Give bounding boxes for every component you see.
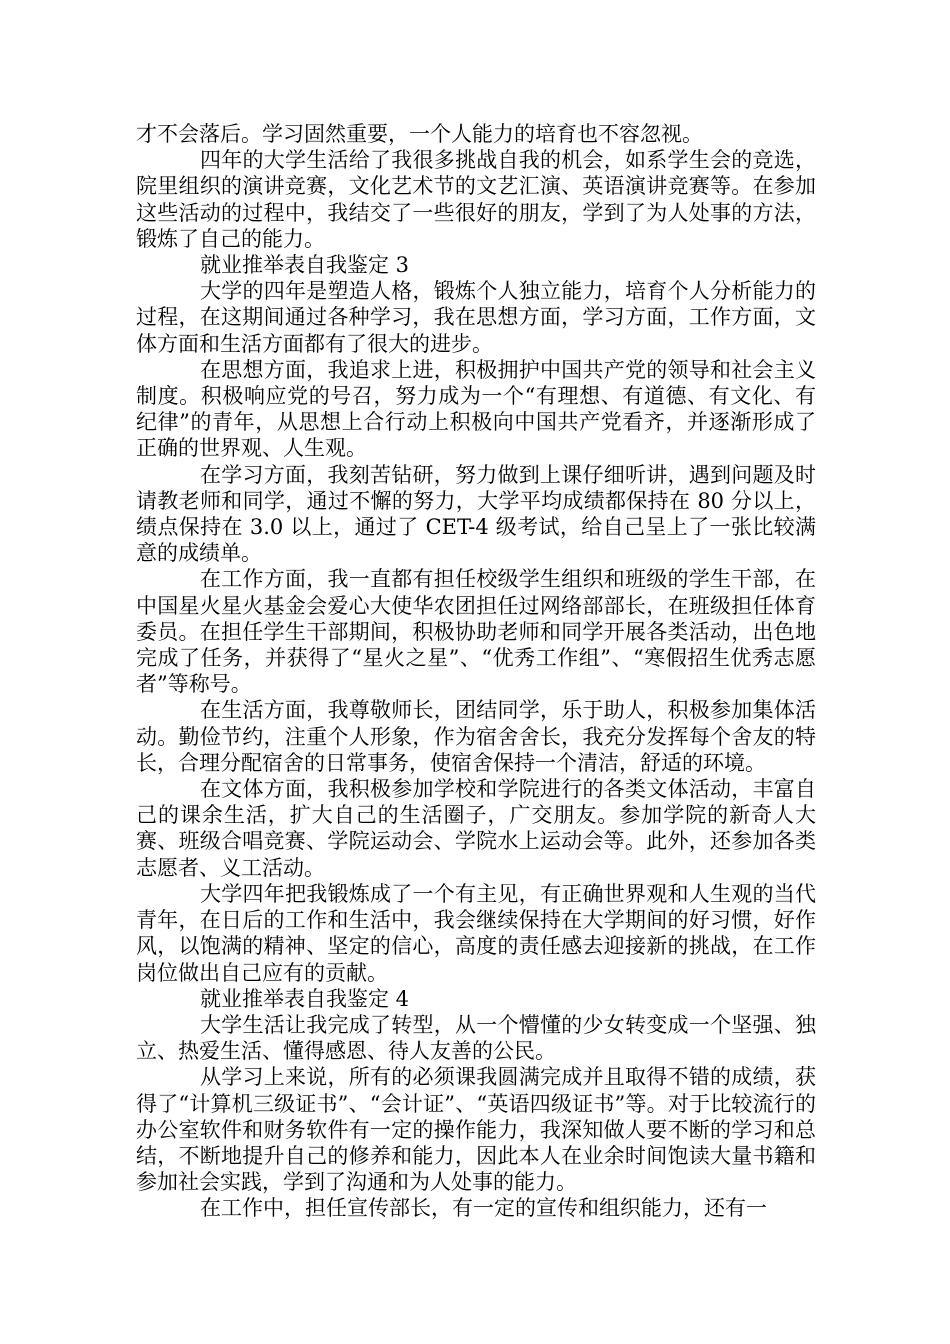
document-page <box>136 121 816 1222</box>
paragraph-11: 从学习上来说，所有的必须课我圆满完成并且取得不错的成绩，获得了“计算机三级证书”、“会计证”、“英语四级证书”等。对于比较流行的办公室软件和财务软件有一定的操作能力，我深知做人要不断的学习和总结，不断地提升自己的修养和能力，因此本人在业余时间饱读大量书籍和参加社会实践，学到了沟通和为人处事的能力。 <box>136 1065 816 1195</box>
paragraph-4: 在思想方面，我追求上进，积极拥护中国共产党的领导和社会主义制度。积极响应党的号召，努力成为一个“有理想、有道德、有文化、有纪律”的青年，从思想上合行动上积极向中国共产党看齐，并逐渐形成了正确的世界观、人生观。 <box>136 357 816 461</box>
paragraph-2: 四年的大学生活给了我很多挑战自我的机会，如系学生会的竞选，院里组织的演讲竞赛，文化艺术节的文艺汇演、英语演讲竞赛等。在参加这些活动的过程中，我结交了一些很好的朋友，学到了为人处事的方法，锻炼了自己的能力。 <box>136 148 816 251</box>
section-heading-4: 就业推举表自我鉴定 4 <box>200 986 410 1011</box>
paragraph-6: 在工作方面，我一直都有担任校级学生组织和班级的学生干部，在中国星火星火基金会爱心大使华农团担任过网络部部长，在班级担任体育委员。在担任学生干部期间，积极协助老师和同学开展各类活动，出色地完成了任务，并获得了“星火之星”、“优秀工作组”、“寒假招生优秀志愿者”等称号。 <box>136 567 816 697</box>
paragraph-8: 在文体方面，我积极参加学校和学院进行的各类文体活动，丰富自己的课余生活，扩大自己的生活圈子，广交朋友。参加学院的新奇人大赛、班级合唱竞赛、学院运动会、学院水上运动会等。此外，还参加各类志愿者、义工活动。 <box>136 777 816 880</box>
paragraph-1: 才不会落后。学习固然重要，一个人能力的培育也不容忽视。 <box>136 122 703 146</box>
paragraph-10: 大学生活让我完成了转型，从一个懵懂的少女转变成一个坚强、独立、热爱生活、懂得感恩、待人友善的公民。 <box>136 1012 816 1064</box>
paragraph-5: 在学习方面，我刻苦钻研，努力做到上课仔细听讲，遇到问题及时请教老师和同学，通过不懈的努力，大学平均成绩都保持在 80 分以上，绩点保持在 3.0 以上，通过了 CET-4 级考试，给自己呈上了一张比较满意的成绩单。 <box>136 462 816 566</box>
paragraph-3: 大学的四年是塑造人格，锻炼个人独立能力，培育个人分析能力的过程，在这期间通过各种学习，我在思想方面，学习方面，工作方面，文体方面和生活方面都有了很大的进步。 <box>136 279 816 356</box>
paragraph-7: 在生活方面，我尊敬师长，团结同学，乐于助人，积极参加集体活动。勤俭节约，注重个人形象，作为宿舍舍长，我充分发挥每个舍友的特长，合理分配宿舍的日常事务，使宿舍保持一个清洁，舒适的环境。 <box>136 698 816 775</box>
paragraph-12: 在工作中，担任宣传部长，有一定的宣传和组织能力，还有一 <box>200 1196 767 1221</box>
paragraph-9: 大学四年把我锻炼成了一个有主见，有正确世界观和人生观的当代青年，在日后的工作和生活中，我会继续保持在大学期间的好习惯，好作风，以饱满的精神、坚定的信心，高度的责任感去迎接新的挑战，在工作岗位做出自己应有的贡献。 <box>136 881 816 985</box>
section-heading-3: 就业推举表自我鉴定 3 <box>200 253 410 278</box>
